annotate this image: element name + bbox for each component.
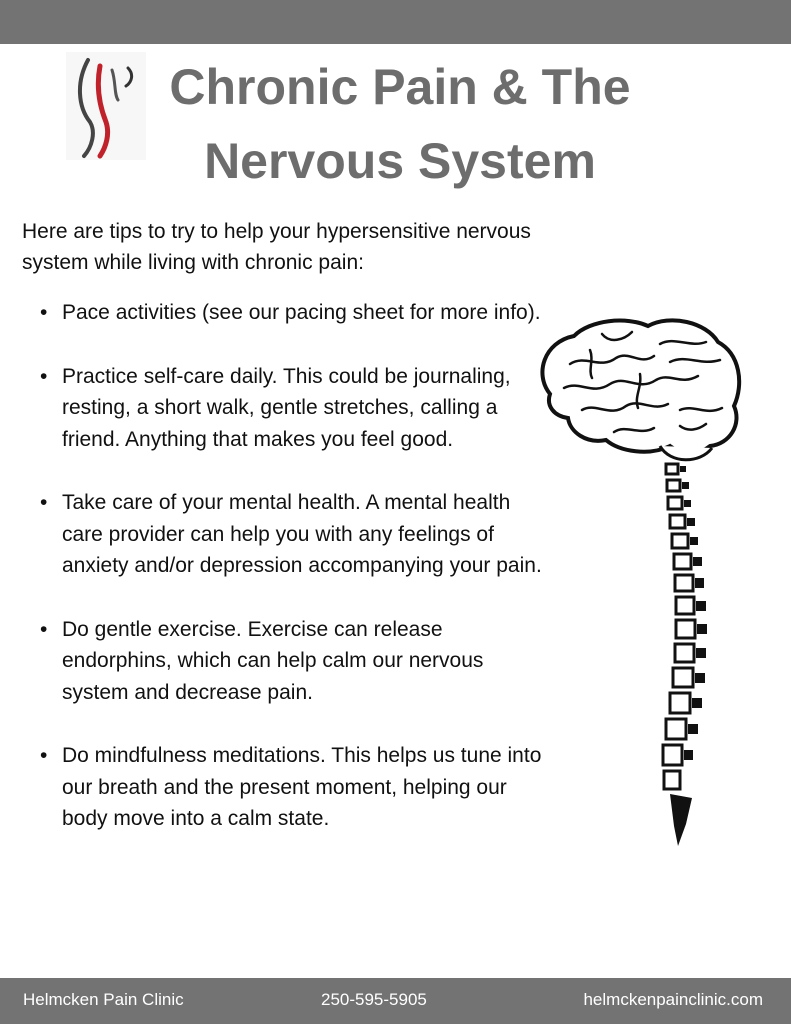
list-item xyxy=(22,614,542,709)
intro-text: Here are tips to try to help your hypersensitive nervous system while living with chronic pain: xyxy=(22,220,531,274)
bullet: • xyxy=(40,744,48,767)
list-item xyxy=(22,361,542,456)
clinic-name: Helmcken Pain Clinic xyxy=(23,990,184,1009)
tip-text: Do gentle exercise. Exercise can release endorphins, which can help calm our nervous system and decrease pain. xyxy=(62,617,484,704)
footer-bar xyxy=(0,978,791,1024)
title-line-2: Nervous System xyxy=(204,133,596,189)
bullet: • xyxy=(40,301,48,324)
clinic-website: helmckenpainclinic.com xyxy=(583,990,763,1009)
brain-spine-icon xyxy=(530,314,750,854)
list-item xyxy=(22,487,542,582)
tip-text: Do mindfulness meditations. This helps us tune into our breath and the present moment, helping our body move into a calm state. xyxy=(62,744,542,830)
title-line-1: Chronic Pain & The xyxy=(169,59,631,115)
bullet: • xyxy=(40,364,48,388)
list-item xyxy=(22,740,542,835)
tip-text: Practice self-care daily. This could be journaling, resting, a short walk, gentle stretches, calling a friend. Anything that makes you feel good. xyxy=(62,364,511,451)
bullet: • xyxy=(40,491,48,514)
tip-text: Take care of your mental health. A mental health care provider can help you with any feelings of anxiety and/or depression accompanying your pain. xyxy=(62,491,542,577)
clinic-phone: 250-595-5905 xyxy=(321,990,427,1009)
page-title xyxy=(150,50,650,198)
list-item xyxy=(22,297,542,329)
tips-list xyxy=(22,297,542,835)
spine-silhouette-logo-icon xyxy=(66,52,146,160)
tip-text: Pace activities (see our pacing sheet for more info). xyxy=(62,301,541,324)
top-bar xyxy=(0,0,791,44)
bullet: • xyxy=(40,617,48,641)
